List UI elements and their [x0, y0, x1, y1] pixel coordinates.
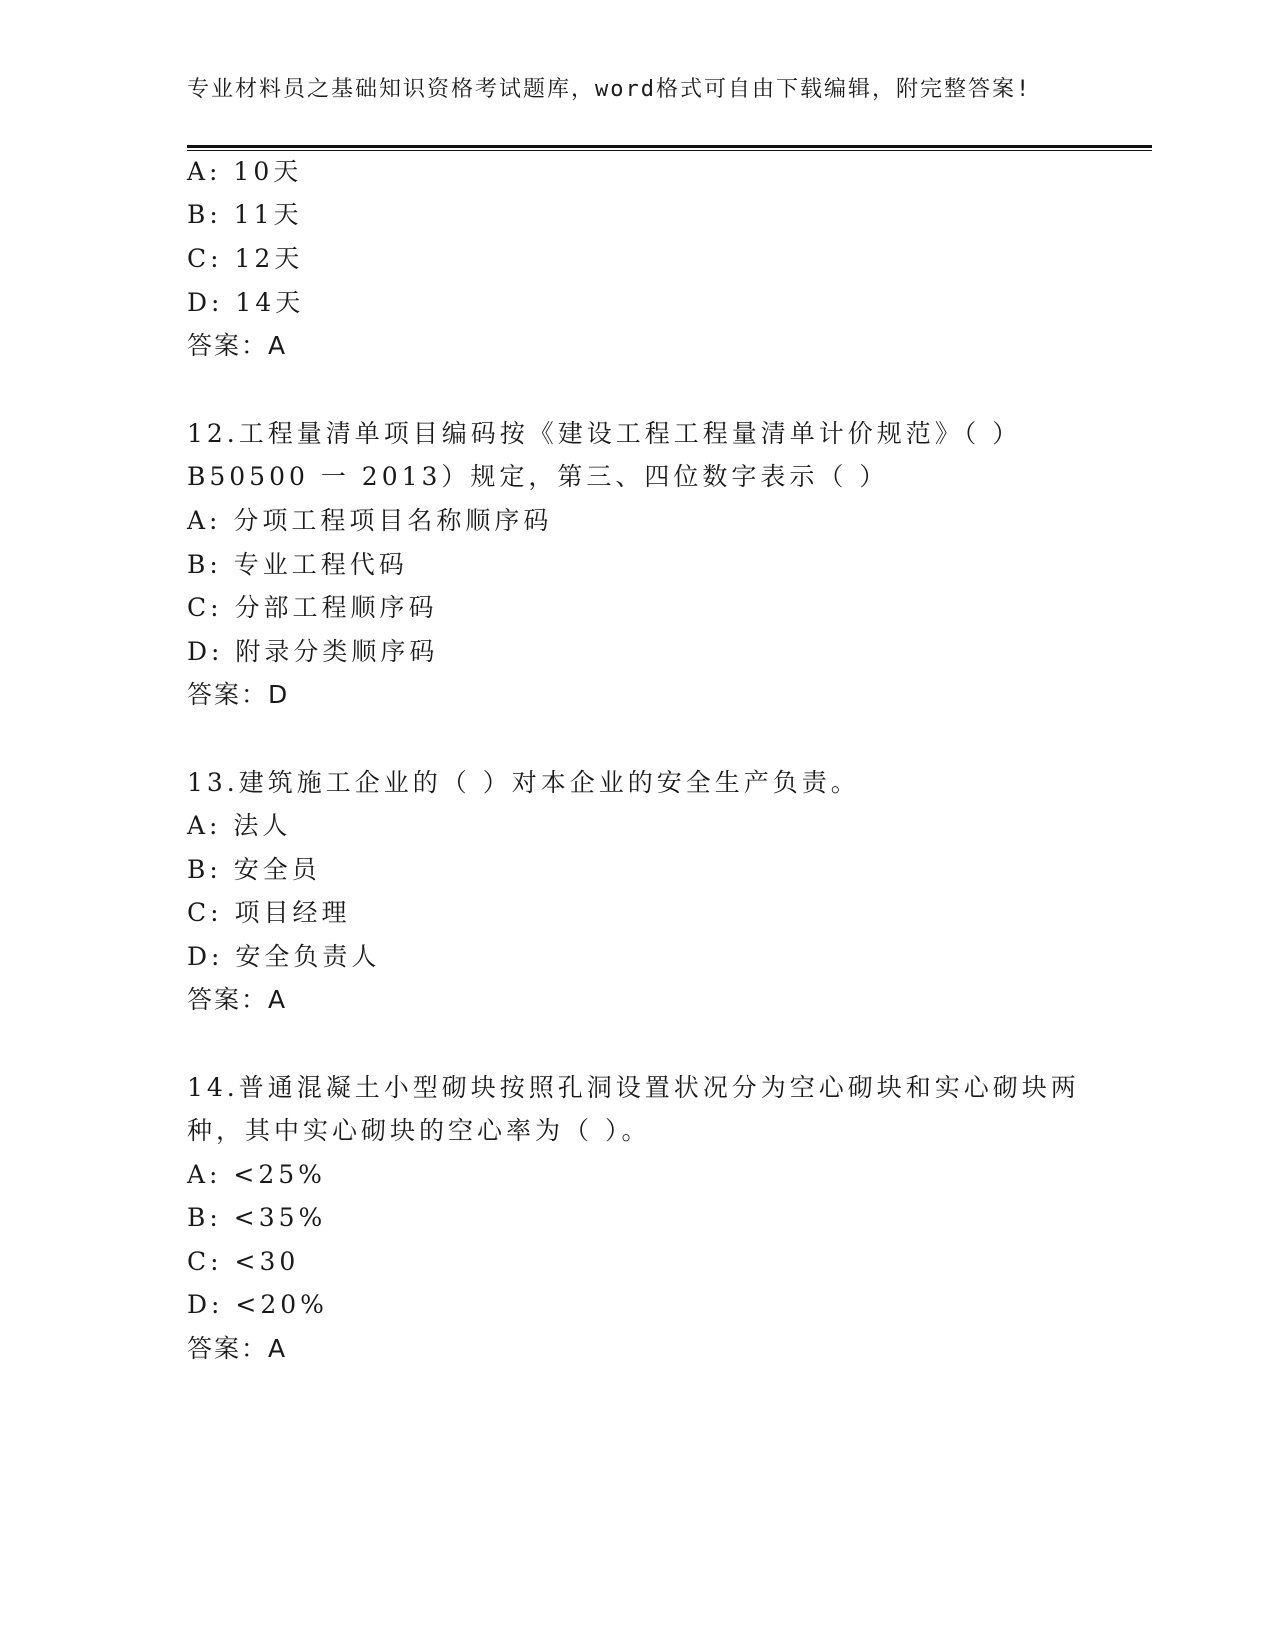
- option-a: A: 分项工程项目名称顺序码: [187, 506, 553, 535]
- question-13-stem: 13.建筑施工企业的（ ）对本企业的安全生产负责。: [187, 768, 860, 797]
- answer-line: 答案：A: [187, 331, 288, 360]
- option-d: D: 附录分类顺序码: [187, 637, 439, 666]
- page-header-text: 专业材料员之基础知识资格考试题库，word格式可自由下载编辑，附完整答案!: [187, 77, 1032, 102]
- question-14-stem: 14.普通混凝土小型砌块按照孔洞设置状况分为空心砌块和实心砌块两: [187, 1073, 1080, 1102]
- answer-line: 答案：A: [187, 1334, 288, 1363]
- option-b: B: <35%: [187, 1203, 327, 1232]
- option-c: C: 12天: [187, 244, 304, 273]
- question-12-stem-cont: B50500 一 2013）规定，第三、四位数字表示（ ）: [187, 462, 889, 491]
- option-d: D: <20%: [187, 1290, 328, 1319]
- option-c: C: 项目经理: [187, 898, 351, 927]
- answer-line: 答案：A: [187, 985, 288, 1014]
- question-14-stem-cont: 种，其中实心砌块的空心率为（ ）。: [187, 1116, 651, 1145]
- option-a: A: 10天: [187, 157, 303, 186]
- header-rule-thin: [187, 150, 1152, 151]
- answer-line: 答案：D: [187, 680, 290, 709]
- header-rule-thick: [187, 145, 1152, 148]
- option-b: B: 安全员: [187, 855, 321, 884]
- option-a: A: <25%: [187, 1160, 326, 1189]
- option-d: D: 安全负责人: [187, 942, 381, 971]
- option-a: A: 法人: [187, 811, 292, 840]
- option-b: B: 11天: [187, 200, 303, 229]
- option-c: C: <30: [187, 1247, 300, 1276]
- question-12-stem: 12.工程量清单项目编码按《建设工程工程量清单计价规范》（ ）: [187, 419, 1022, 448]
- option-d: D: 14天: [187, 288, 305, 317]
- option-b: B: 专业工程代码: [187, 550, 408, 579]
- option-c: C: 分部工程顺序码: [187, 593, 438, 622]
